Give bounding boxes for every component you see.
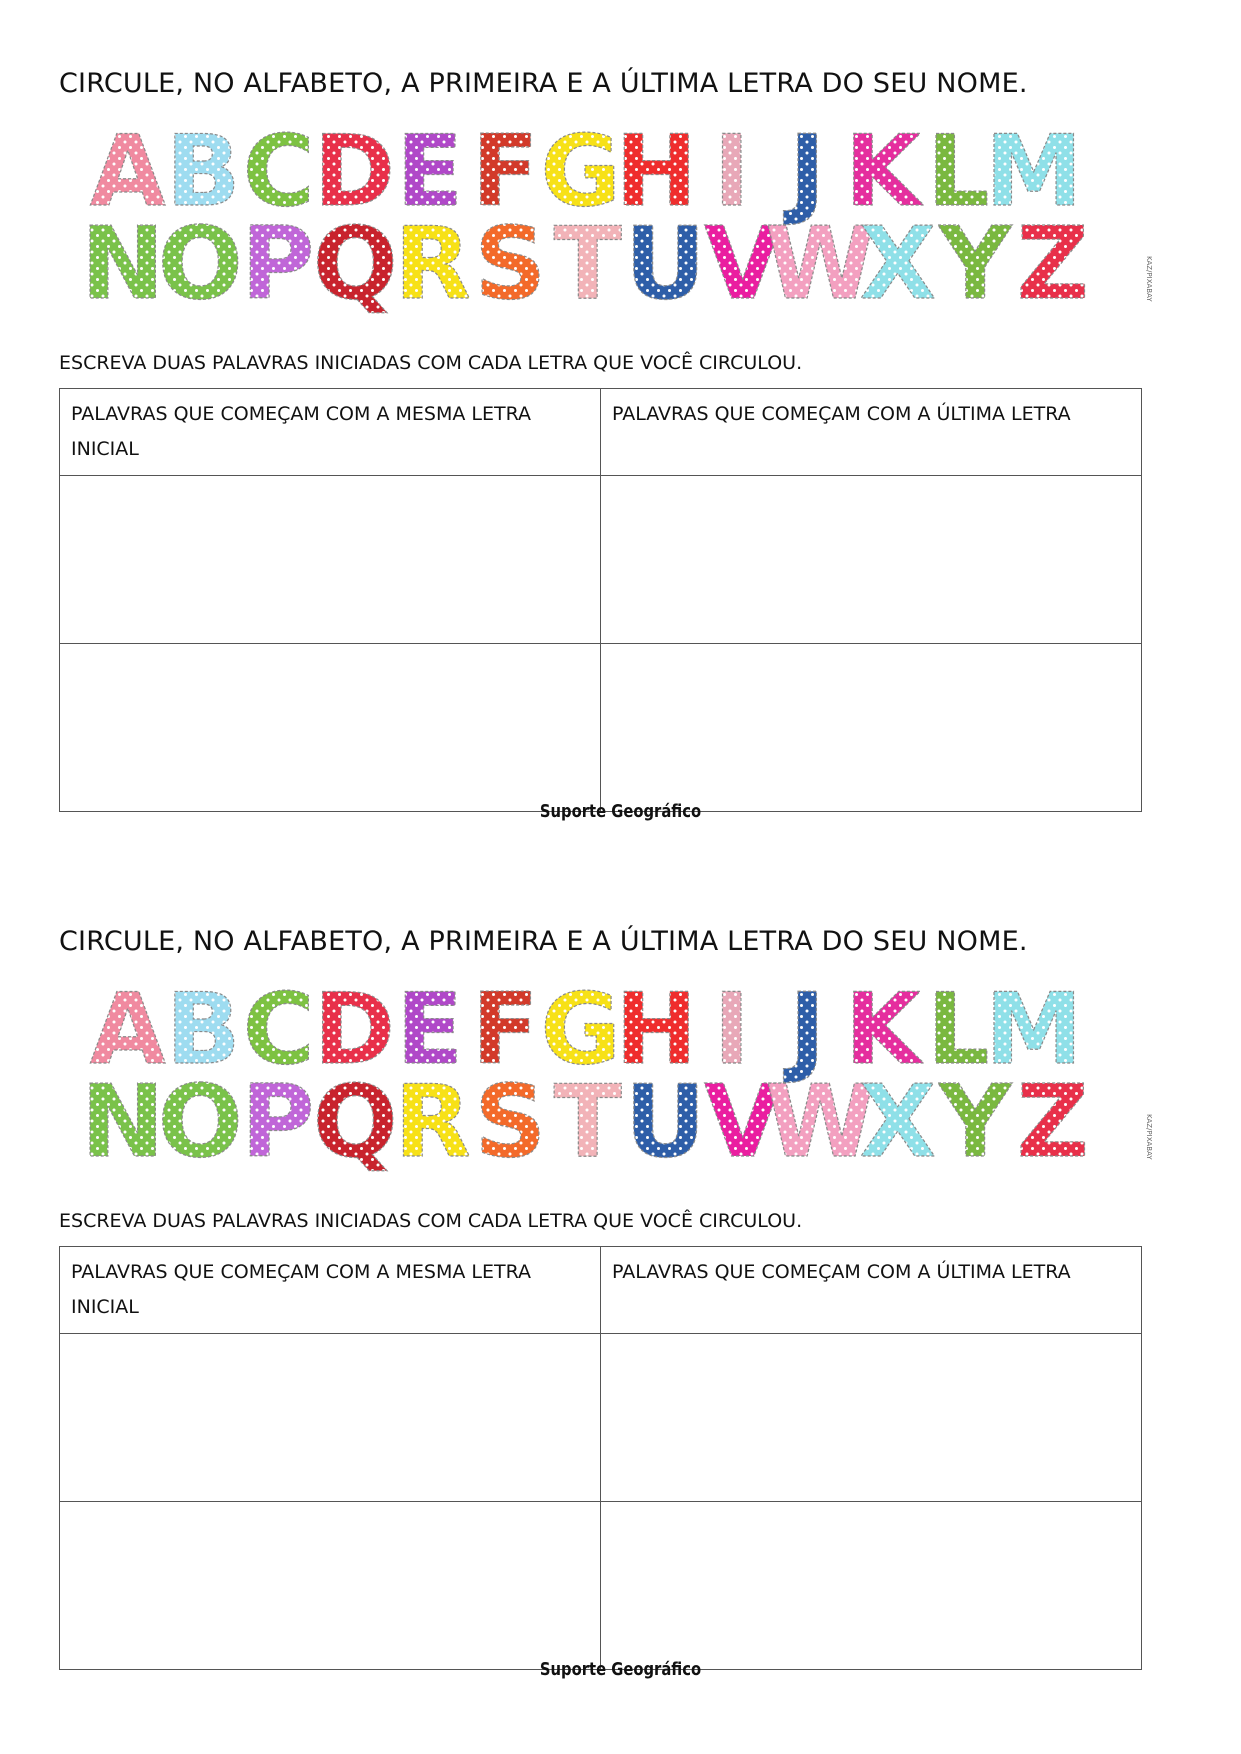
letter-g: G — [540, 128, 621, 229]
letter-s: S — [474, 1063, 547, 1176]
letter-t: T — [553, 1063, 622, 1176]
instruction-text: ESCREVA DUAS PALAVRAS INICIADAS COM CADA LETRA QUE VOCÊ CIRCULOU. — [59, 352, 803, 374]
letter-h: H — [615, 128, 698, 229]
letter-f: F — [471, 986, 539, 1087]
letter-l: L — [927, 128, 990, 229]
letter-f: F — [471, 128, 539, 229]
letter-r: R — [394, 1063, 472, 1176]
footer-label: Suporte Geográfico — [539, 1659, 702, 1680]
letter-i: I — [713, 128, 750, 229]
footer-label: Suporte Geográfico — [539, 801, 702, 822]
letter-m: M — [984, 986, 1083, 1087]
letter-o: O — [157, 1063, 243, 1176]
answer-cell[interactable] — [601, 1502, 1142, 1670]
letter-u: U — [624, 205, 706, 318]
letter-r: R — [394, 205, 472, 318]
letter-n: N — [80, 205, 165, 318]
letter-w: W — [765, 1063, 876, 1176]
polka-dot-alphabet — [78, 128, 1138, 318]
letter-b: B — [165, 986, 241, 1087]
exercise-title: CIRCULE, NO ALFABETO, A PRIMEIRA E A ÚLTIMA LETRA DO SEU NOME. — [59, 68, 1028, 99]
words-table — [59, 388, 1142, 812]
col-header-last-letter: PALAVRAS QUE COMEÇAM COM A ÚLTIMA LETRA — [601, 1247, 1142, 1334]
letter-i: I — [713, 986, 750, 1087]
answer-cell[interactable] — [60, 644, 601, 812]
letter-p: P — [241, 205, 315, 318]
col-header-last-letter: PALAVRAS QUE COMEÇAM COM A ÚLTIMA LETRA — [601, 389, 1142, 476]
letter-j: J — [789, 128, 826, 229]
letter-g: G — [540, 986, 621, 1087]
letter-u: U — [624, 1063, 706, 1176]
letter-o: O — [157, 205, 243, 318]
letter-c: C — [242, 986, 315, 1087]
polka-dot-alphabet — [78, 986, 1138, 1176]
image-credit: KAZ/PIXABAY — [1145, 1114, 1153, 1160]
letter-z: Z — [1016, 1063, 1090, 1176]
answer-cell[interactable] — [60, 476, 601, 644]
letter-k: K — [844, 128, 921, 229]
image-credit: KAZ/PIXABAY — [1145, 256, 1153, 302]
letter-n: N — [80, 1063, 165, 1176]
letter-c: C — [242, 128, 315, 229]
letter-a: A — [89, 986, 166, 1087]
letter-p: P — [241, 1063, 315, 1176]
letter-d: D — [313, 128, 395, 229]
letter-b: B — [165, 128, 241, 229]
letter-e: E — [396, 986, 464, 1087]
instruction-text: ESCREVA DUAS PALAVRAS INICIADAS COM CADA LETRA QUE VOCÊ CIRCULOU. — [59, 1210, 803, 1232]
letter-l: L — [927, 986, 990, 1087]
letter-v: V — [704, 1063, 782, 1176]
letter-z: Z — [1016, 205, 1090, 318]
letter-h: H — [615, 986, 698, 1087]
letter-v: V — [704, 205, 782, 318]
col-header-first-letter: PALAVRAS QUE COMEÇAM COM A MESMA LETRA INICIAL — [60, 1247, 601, 1334]
letter-k: K — [844, 986, 921, 1087]
letter-m: M — [984, 128, 1083, 229]
letter-q: Q — [312, 1063, 398, 1176]
letter-y: Y — [939, 205, 1012, 318]
answer-cell[interactable] — [60, 1334, 601, 1502]
words-table — [59, 1246, 1142, 1670]
letter-e: E — [396, 128, 464, 229]
letter-w: W — [765, 205, 876, 318]
letter-y: Y — [939, 1063, 1012, 1176]
answer-cell[interactable] — [60, 1502, 601, 1670]
letter-q: Q — [312, 205, 398, 318]
exercise-title: CIRCULE, NO ALFABETO, A PRIMEIRA E A ÚLTIMA LETRA DO SEU NOME. — [59, 926, 1028, 957]
answer-cell[interactable] — [601, 644, 1142, 812]
letter-s: S — [474, 205, 547, 318]
letter-j: J — [789, 986, 826, 1087]
col-header-first-letter: PALAVRAS QUE COMEÇAM COM A MESMA LETRA INICIAL — [60, 389, 601, 476]
answer-cell[interactable] — [601, 1334, 1142, 1502]
letter-a: A — [89, 128, 166, 229]
answer-cell[interactable] — [601, 476, 1142, 644]
letter-x: X — [859, 205, 937, 318]
alphabet-image — [78, 128, 1138, 318]
letter-t: T — [553, 205, 622, 318]
alphabet-image — [78, 986, 1138, 1176]
letter-d: D — [313, 986, 395, 1087]
letter-x: X — [859, 1063, 937, 1176]
